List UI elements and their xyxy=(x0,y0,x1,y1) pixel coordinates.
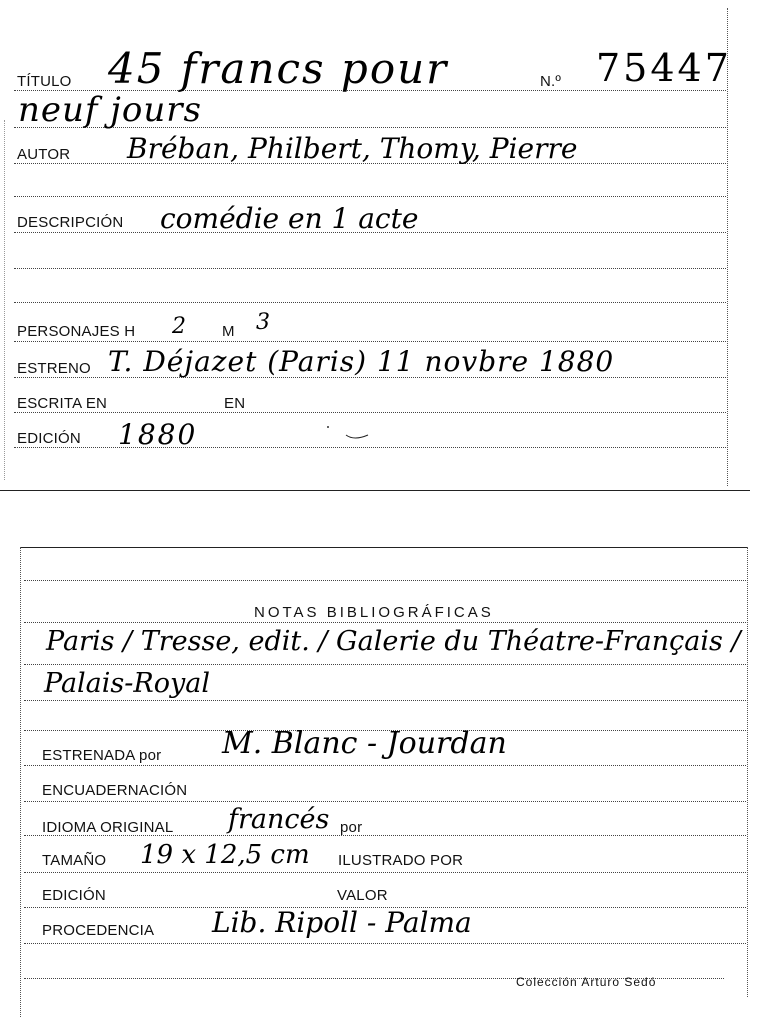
descripcion-label: DESCRIPCIÓN xyxy=(17,214,124,231)
edicion-label: EDICIÓN xyxy=(17,430,81,447)
notes-line1: Paris / Tresse, edit. / Galerie du Théatre-Français / xyxy=(46,626,741,657)
idioma-original-value: francés xyxy=(228,804,330,835)
numero-value: 75447 xyxy=(596,46,732,90)
card-top-edge xyxy=(20,547,748,548)
rule xyxy=(14,302,726,303)
edicion-value: 1880 xyxy=(118,418,198,451)
rule xyxy=(24,622,746,623)
catalog-card-front xyxy=(0,0,759,495)
rule xyxy=(14,341,726,342)
tamano-value: 19 x 12,5 cm xyxy=(140,840,310,870)
descripcion-value: comédie en 1 acte xyxy=(160,202,419,235)
personajes-m-label: M xyxy=(222,323,235,340)
card-left-edge xyxy=(20,547,21,1017)
catalog-card-back xyxy=(0,540,759,1028)
rule xyxy=(24,765,746,766)
personajes-label: PERSONAJES H xyxy=(17,323,136,340)
card-bottom-edge xyxy=(0,490,750,491)
rule xyxy=(24,872,746,873)
card-right-edge xyxy=(747,547,748,997)
estrenada-por-label: ESTRENADA por xyxy=(42,747,162,764)
titulo-value-line1: 45 francs pour xyxy=(108,44,449,93)
procedencia-label: PROCEDENCIA xyxy=(42,922,155,939)
rule xyxy=(24,943,746,944)
rule xyxy=(14,196,726,197)
rule xyxy=(24,700,746,701)
ink-smudge xyxy=(318,395,378,450)
notes-line2: Palais-Royal xyxy=(44,668,210,699)
autor-value: Bréban, Philbert, Thomy, Pierre xyxy=(127,132,578,165)
rule xyxy=(24,801,746,802)
personajes-m-value: 3 xyxy=(256,310,270,335)
rule xyxy=(14,268,726,269)
card-left-edge xyxy=(4,120,5,480)
estreno-value: T. Déjazet (Paris) 11 novbre 1880 xyxy=(108,345,615,378)
estrenada-por-value: M. Blanc - Jourdan xyxy=(222,726,507,761)
encuadernacion-label: ENCUADERNACIÓN xyxy=(42,782,188,799)
personajes-h-value: 2 xyxy=(172,314,186,339)
procedencia-value: Lib. Ripoll - Palma xyxy=(212,906,472,939)
tamano-label: TAMAÑO xyxy=(42,852,107,869)
en-label: EN xyxy=(224,395,246,412)
ilustrado-por-label: ILUSTRADO POR xyxy=(338,852,464,869)
autor-label: AUTOR xyxy=(17,146,71,163)
rule xyxy=(24,664,746,665)
valor-label: VALOR xyxy=(337,887,388,904)
idioma-por-label: por xyxy=(340,819,363,836)
titulo-value-line2: neuf jours xyxy=(18,90,202,130)
estreno-label: ESTRENO xyxy=(17,360,91,377)
titulo-label: TÍTULO xyxy=(17,73,72,90)
edicion-label-2: EDICIÓN xyxy=(42,887,106,904)
rule xyxy=(24,580,746,581)
collection-stamp: Colección Arturo Sedó xyxy=(516,975,657,989)
numero-label: N.º xyxy=(540,73,562,90)
escrita-en-label: ESCRITA EN xyxy=(17,395,108,412)
idioma-original-label: IDIOMA ORIGINAL xyxy=(42,819,174,836)
notas-bibliograficas-heading: NOTAS BIBLIOGRÁFICAS xyxy=(254,604,494,621)
